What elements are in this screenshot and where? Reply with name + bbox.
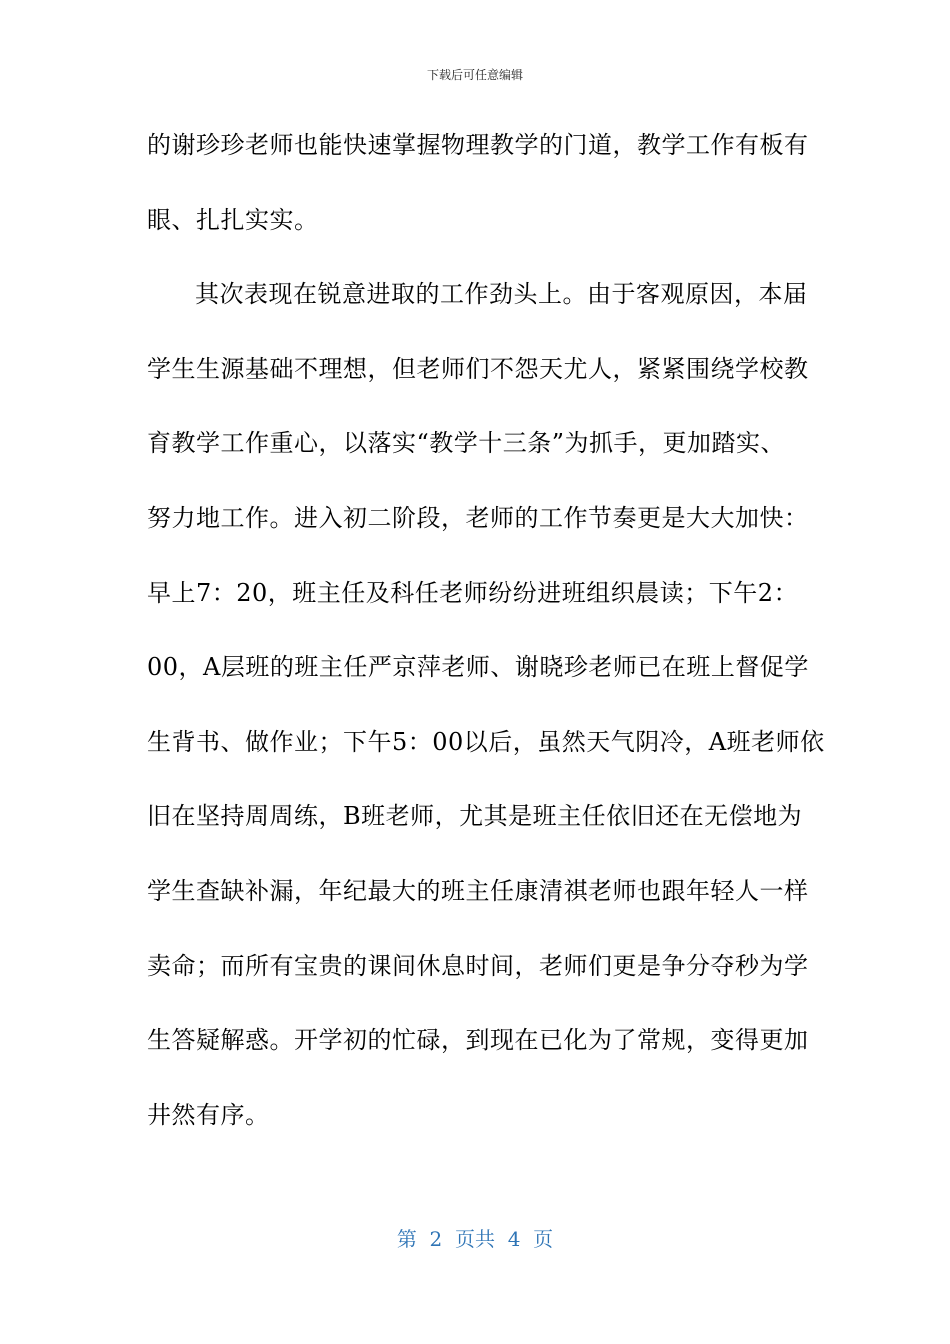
paragraph-line: 00，A层班的班主任严京萍老师、谢晓珍老师已在班上督促学 (147, 653, 809, 682)
paragraph-line: 育教学工作重心，以落实“教学十三条”为抓手，更加踏实、 (147, 429, 786, 458)
paragraph-line: 井然有序。 (147, 1100, 270, 1129)
paragraph-line: 生背书、做作业；下午5：00以后，虽然天气阴冷，A班老师依 (147, 727, 825, 756)
paragraph-line: 努力地工作。进入初二阶段，老师的工作节奏更是大大加快： (147, 503, 809, 532)
paragraph-line: 旧在坚持周周练，B班老师，尤其是班主任依旧还在无偿地为 (147, 802, 803, 831)
paragraph-line: 卖命；而所有宝贵的课间休息时间，老师们更是争分夺秒为学 (147, 951, 809, 980)
paragraph-line: 的谢珍珍老师也能快速掌握物理教学的门道，教学工作有板有 (147, 131, 809, 159)
paragraph-line: 学生生源基础不理想，但老师们不怨天尤人，紧紧围绕学校教 (147, 354, 809, 383)
paragraph-line: 生答疑解惑。开学初的忙碌，到现在已化为了常规，变得更加 (147, 1026, 809, 1055)
paragraph-line: 学生查缺补漏，年纪最大的班主任康清祺老师也跟年轻人一样 (147, 876, 809, 905)
page-header: 下载后可任意编辑 (426, 68, 523, 82)
paragraph-line: 其次表现在锐意进取的工作劲头上。由于客观原因，本届 (195, 280, 808, 309)
document-body (147, 125, 825, 1169)
page-number-footer: 第 2 页共 4 页 (396, 1227, 554, 1251)
paragraph-line: 眼、扎扎实实。 (147, 205, 319, 234)
paragraph-line: 早上7：20，班主任及科任老师纷纷进班组织晨读；下午2： (147, 578, 799, 607)
